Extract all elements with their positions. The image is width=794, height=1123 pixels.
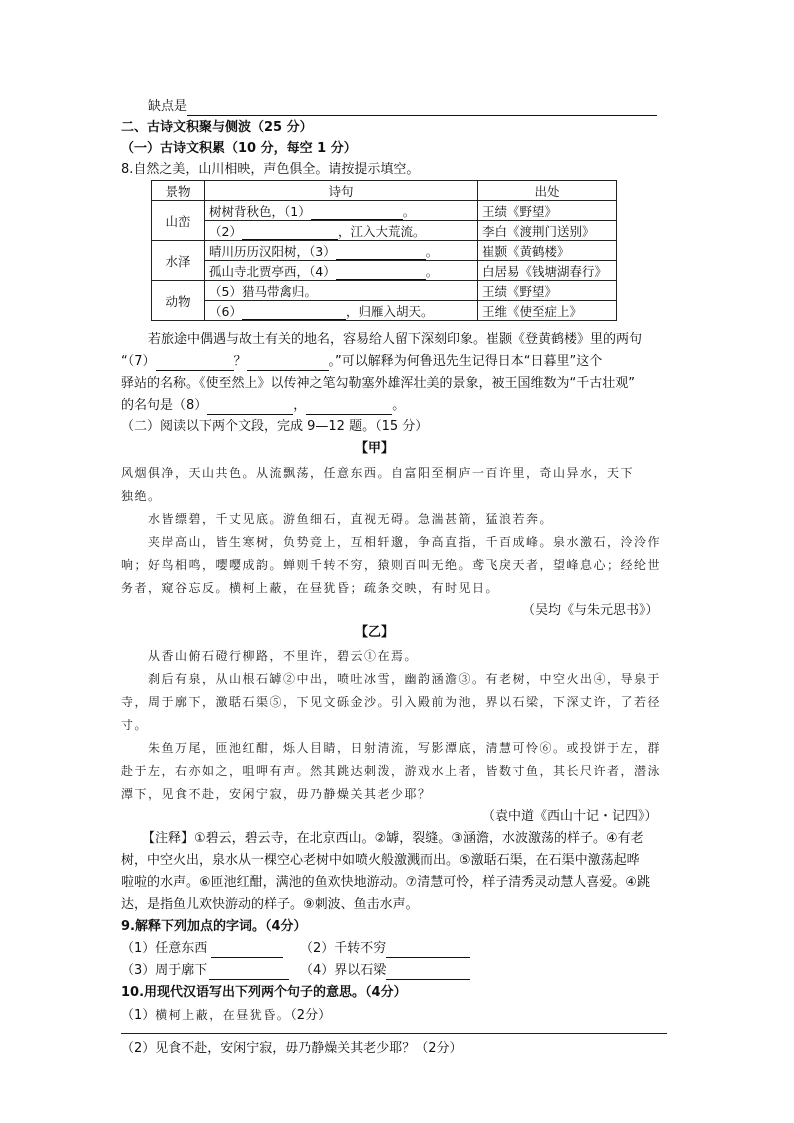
source-cell: 白居易《钱塘湖春行》 bbox=[478, 261, 617, 281]
header-scenery: 景物 bbox=[152, 181, 205, 201]
annotation-line: 树，中空火出，泉水从一棵空心老树中如喷火般激溅而出。⑤激聒石渠，在石渠中激荡起哗 bbox=[121, 853, 640, 868]
table-row bbox=[152, 221, 617, 241]
table-row bbox=[152, 261, 617, 281]
verse-text: 。 bbox=[402, 203, 416, 219]
verse-cell bbox=[205, 201, 478, 221]
answer-line[interactable] bbox=[121, 1033, 667, 1034]
question-10: 10.用现代汉语写出下列两个句子的意思。（4分） bbox=[121, 985, 407, 1000]
q10-sentence: 横柯上蔽，在昼犹昏。 bbox=[155, 1008, 291, 1022]
verse-text: 孤山寺北贾亭西，（4） bbox=[209, 263, 336, 279]
part-2-heading: （二）阅读以下两个文段，完成 9—12 题。（15 分） bbox=[121, 419, 429, 434]
answer-blank[interactable] bbox=[386, 944, 470, 958]
passage-jia-line: 响；好鸟相鸣，嘤嘤成韵。蝉则千转不穷，猿则百叫无绝。鸢飞戾天者，望峰息心；经纶世 bbox=[121, 558, 662, 572]
q9-item-label: （2）千转不穷 bbox=[300, 941, 387, 956]
answer-blank[interactable] bbox=[386, 966, 470, 980]
answer-blank[interactable] bbox=[187, 102, 657, 116]
poem-table bbox=[151, 180, 617, 321]
passage-yi-title: 【乙】 bbox=[355, 625, 395, 640]
para-line-3: 驿站的名称。《使至然上》以传神之笔勾勒塞外雄浑壮美的景象，被王国维数为“千古壮观” bbox=[121, 376, 635, 391]
shortcoming-label: 缺点是 bbox=[148, 99, 188, 114]
para-text: “（7） bbox=[121, 354, 156, 369]
para-line-2 bbox=[121, 353, 602, 371]
annotation-line: 达，是指鱼儿欢快游动的样子。⑨刺波、鱼击水声。 bbox=[121, 897, 419, 912]
para-text: 。 bbox=[392, 398, 406, 413]
verse-cell bbox=[205, 281, 478, 301]
passage-jia-line: 水皆缥碧，千丈见底。游鱼细石，直视无碍。急湍甚箭，猛浪若奔。 bbox=[148, 512, 554, 526]
category-cell: 动物 bbox=[152, 281, 205, 321]
para-text: ？ bbox=[233, 354, 247, 369]
source-cell: 王绩《野望》 bbox=[478, 281, 617, 301]
verse-cell bbox=[205, 241, 478, 261]
q9-item-label: （4）界以石梁 bbox=[300, 963, 387, 978]
verse-cell bbox=[205, 301, 478, 321]
header-source: 出处 bbox=[478, 181, 617, 201]
passage-yi-line: 刹后有泉，从山根石罅②中出，喷吐冰雪，幽韵涵澹③。有老树，中空火出④，导泉于 bbox=[148, 672, 662, 686]
q10-item-2: （2）见食不赴，安闲宁寂，毋乃静燥关其老少耶？（2分） bbox=[121, 1041, 463, 1056]
table-row bbox=[152, 201, 617, 221]
passage-yi-line: 朱鱼万尾，匝池红酣，烁人目睛，日射清流，写影潭底，清慧可怜⑥。或投饼于左，群 bbox=[148, 741, 662, 755]
para-line-4 bbox=[121, 397, 405, 415]
answer-blank[interactable] bbox=[242, 226, 338, 240]
verse-cell bbox=[205, 221, 478, 241]
answer-blank[interactable] bbox=[242, 306, 346, 320]
passage-yi-line: 寸。 bbox=[121, 718, 149, 732]
table-header-row bbox=[152, 181, 617, 201]
answer-blank[interactable] bbox=[207, 401, 293, 415]
answer-blank[interactable] bbox=[156, 357, 234, 371]
verse-text: （2） bbox=[209, 223, 242, 239]
answer-blank[interactable] bbox=[247, 357, 329, 371]
q10-item-label: （1） bbox=[121, 1008, 156, 1023]
source-cell: 王绩《野望》 bbox=[478, 201, 617, 221]
verse-text: （6） bbox=[209, 303, 242, 319]
category-cell: 山峦 bbox=[152, 201, 205, 241]
answer-blank[interactable] bbox=[306, 401, 392, 415]
verse-text: 。 bbox=[425, 243, 439, 259]
category-cell: 水泽 bbox=[152, 241, 205, 281]
q9-item bbox=[300, 962, 470, 980]
table-row bbox=[152, 241, 617, 261]
verse-text: 树树背秋色，（1） bbox=[209, 203, 311, 219]
q10-item-1 bbox=[121, 1006, 331, 1025]
passage-yi-source: （袁中道《西山十记・记四》） bbox=[482, 809, 658, 824]
q9-item-label: （1）任意东西 bbox=[121, 941, 208, 956]
table-row bbox=[152, 281, 617, 301]
passage-jia-line: 风烟俱净，天山共色。从流飘荡，任意东西。自富阳至桐庐一百许里，奇山异水，天下 bbox=[121, 466, 635, 480]
passage-yi-line: 寺，周于廓下，激聒石渠⑤，下见文砾金沙。引入殿前为池，界以石梁，下深丈许，了若径 bbox=[121, 695, 662, 709]
para-text: ， bbox=[293, 398, 307, 413]
para-text: 的名句是（8） bbox=[121, 398, 208, 413]
answer-blank[interactable] bbox=[336, 246, 426, 260]
verse-text: 。 bbox=[425, 263, 439, 279]
shortcoming-line bbox=[148, 98, 657, 116]
question-9: 9.解释下列加点的字词。（4分） bbox=[121, 919, 307, 934]
verse-cell bbox=[205, 261, 478, 281]
para-line-1: 若旅途中偶遇与故土有关的地名，容易给人留下深刻印象。崔颢《登黄鹤楼》里的两句 bbox=[148, 332, 643, 347]
answer-blank[interactable] bbox=[211, 944, 283, 958]
q9-item bbox=[121, 962, 289, 980]
passage-jia-source: （吴均《与朱元思书》） bbox=[522, 603, 659, 618]
source-cell: 李白《渡荆门送别》 bbox=[478, 221, 617, 241]
source-cell: 崔颢《黄鹤楼》 bbox=[478, 241, 617, 261]
passage-jia-title: 【甲】 bbox=[355, 441, 395, 456]
annotation-line: 啦啦的水声。⑥匝池红酣，满池的鱼欢快地游动。⑦清慧可怜，样子清秀灵动慧人喜爱。④跳 bbox=[121, 875, 650, 890]
verse-text: ，江入大荒流。 bbox=[337, 223, 426, 239]
q9-item bbox=[300, 940, 470, 958]
answer-blank[interactable] bbox=[209, 966, 289, 980]
annotation-line: 【注释】①碧云，碧云寺，在北京西山。②罅，裂缝。③涵澹，水波激荡的样子。④有老 bbox=[142, 831, 644, 846]
passage-jia-line: 夹岸高山，皆生寒树，负势竞上，互相轩邈，争高直指，千百成峰。泉水激石，泠泠作 bbox=[148, 535, 662, 549]
q9-item-label: （3）周于廓下 bbox=[121, 963, 208, 978]
question-8: 8.自然之美，山川相映，声色俱全。请按提示填空。 bbox=[121, 162, 420, 177]
q9-item bbox=[121, 940, 283, 958]
part-1-heading: （一）古诗文积累（10 分，每空 1 分） bbox=[121, 141, 357, 156]
header-verse: 诗句 bbox=[205, 181, 478, 201]
passage-yi-line: 潭下，见食不赴，安闲宁寂，毋乃静燥关其老少耶？ bbox=[121, 787, 432, 801]
source-cell: 王维《使至症上》 bbox=[478, 301, 617, 321]
q10-points: （2分） bbox=[290, 1008, 332, 1023]
verse-text: ，归雁入胡天。 bbox=[345, 303, 434, 319]
answer-blank[interactable] bbox=[336, 266, 426, 280]
verse-text: 晴川历历汉阳树，（3） bbox=[209, 243, 336, 259]
section-2-heading: 二、古诗文积聚与侧波（25 分） bbox=[121, 120, 313, 135]
passage-jia-line: 独绝。 bbox=[121, 489, 162, 503]
passage-yi-line: 从香山俯石磴行柳路，不里许，碧云①在焉。 bbox=[148, 649, 419, 663]
table-row bbox=[152, 301, 617, 321]
passage-yi-line: 赴于左，右亦如之，咀呷有声。然其跳达刺泼，游戏水上者，皆数寸鱼，其长尺许者，潜泳 bbox=[121, 764, 662, 778]
verse-text: （5）猎马带禽归。 bbox=[209, 283, 317, 299]
passage-jia-line: 务者，窥谷忘反。横柯上蔽，在昼犹昏；疏条交映，有时见日。 bbox=[121, 581, 500, 595]
answer-blank[interactable] bbox=[311, 206, 403, 220]
para-text: 。”可以解释为何鲁迅先生记得日本“日暮里”这个 bbox=[328, 354, 603, 369]
